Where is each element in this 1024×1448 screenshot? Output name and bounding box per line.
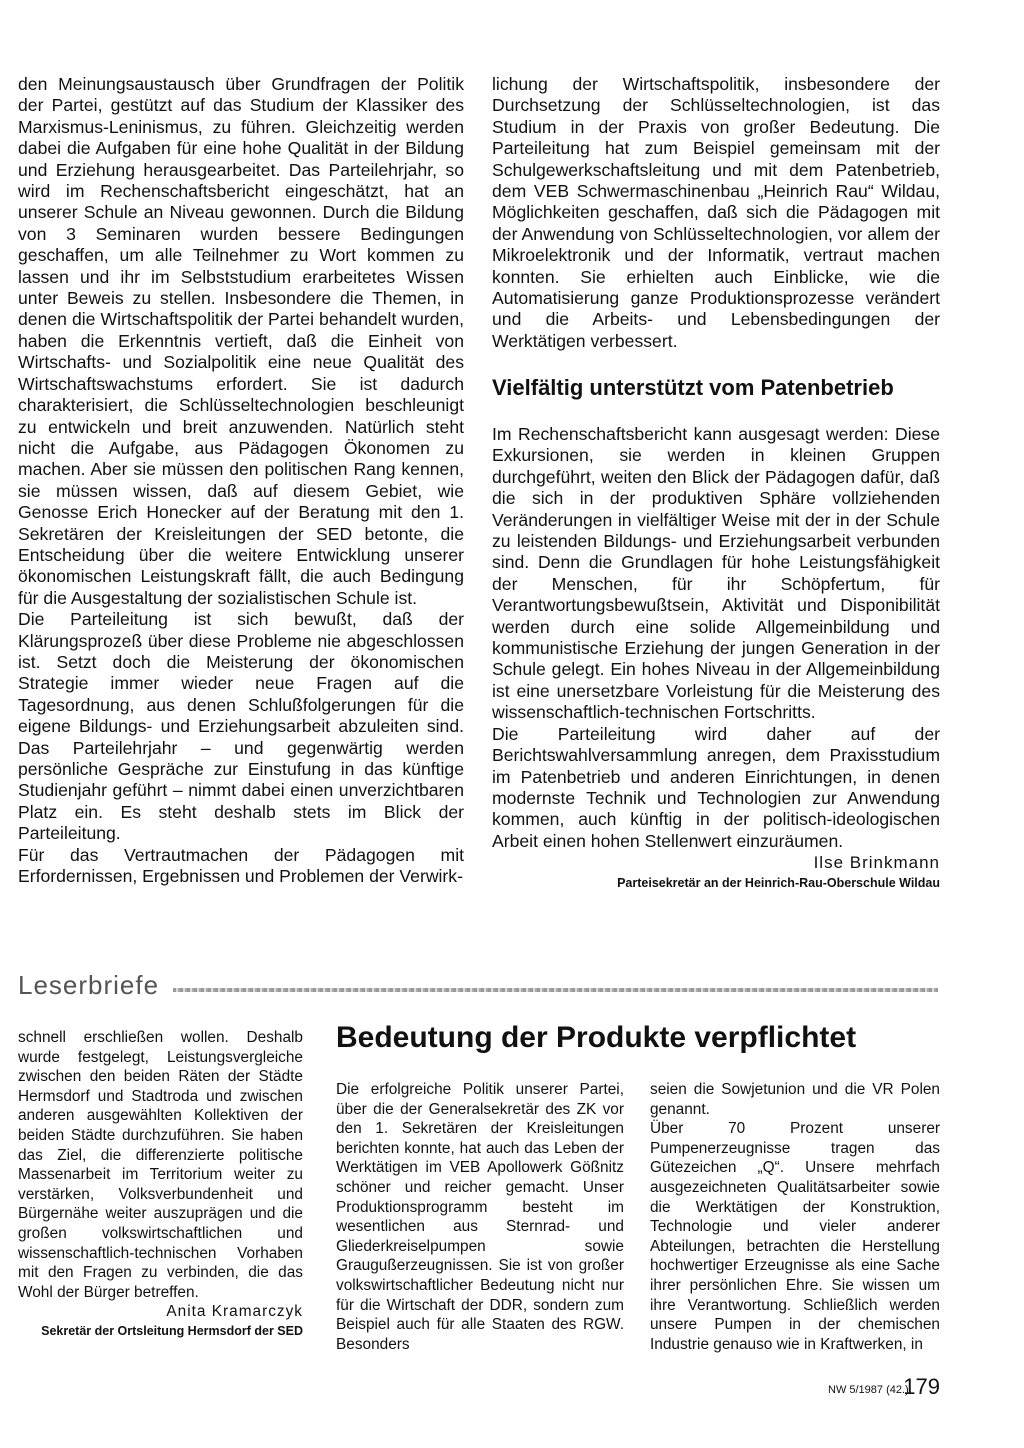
letter-column-1: [18, 1028, 303, 1342]
paragraph: schnell erschließen wollen. Deshalb wurde festgelegt, Leistungsvergleiche zwischen den beiden Räten der Städte Hermsdorf und Stadtroda und zwischen anderen ausgewählten Kollektiven der beiden Städte durchzuführen. Sie haben das Ziel, die differenzierte politische Massenarbeit im Territorium weiter zu verstärken, Volksverbundenheit und Bürgernähe weiter auszuprägen und die großen volkswirtschaftlichen und wissenschaftlich-technischen Vorhaben mit den Fragen zu verbinden, die das Wohl der Bürger betreffen.: [18, 1029, 303, 1301]
paragraph: lichung der Wirtschaftspolitik, insbesondere der Durchsetzung der Schlüsseltechnologien, ist das Studium in der Praxis von großer Bedeutung. Die Parteileitung hat zum Beispiel gemeinsam mit der Schulgewerkschaftsleitung und mit dem Patenbetrieb, dem VEB Schwermaschinenbau „Heinrich Rau“ Wildau, Möglichkeiten geschaffen, daß sich die Pädagogen mit der Anwendung von Schlüsseltechnologien, vor allem der Mikroelektronik und der Informatik, vertraut machen konnten. Sie erhielten auch Einblicke, wie die Automatisierung ganze Produktionsprozesse verändert und die Arbeits- und Lebensbedingungen der Werktätigen verbessert.: [492, 74, 940, 351]
issue-number: NW 5/1987 (42.): [828, 1384, 909, 1396]
section-label: Leserbriefe: [18, 970, 160, 1000]
article-right-column-bottom: [492, 424, 940, 892]
paragraph: Die Parteileitung ist sich bewußt, daß der Klärungsprozeß über diese Probleme nie abgeschlossen ist. Setzt doch die Meisterung der ökonomischen Strategie immer wieder neue Fragen auf die Tagesordnung, aus denen Schlußfolgerungen für die eigene Bildungs- und Erziehungsarbeit abzuleiten sind. Das Parteilehrjahr – und gegenwärtig werden persönliche Gespräche zur Einstufung in das künftige Studienjahr geführt – nimmt dabei einen unverzichtbaren Platz ein. Es steht deshalb stets im Blick der Parteileitung.: [18, 609, 464, 844]
letter-author-name: Anita Kramarczyk: [166, 1303, 303, 1321]
letter-column-3: [650, 1080, 940, 1354]
article-left-column: [18, 74, 464, 887]
letter-column-2: [336, 1080, 624, 1354]
letter-author-role: Sekretär der Ortsleitung Hermsdorf der SED: [41, 1323, 303, 1338]
letter-title: Bedeutung der Produkte verpflichtet: [336, 1021, 857, 1054]
paragraph: Die Parteileitung wird daher auf der Berichtswahlversammlung anregen, dem Praxisstudium im Patenbetrieb und anderen Einrichtungen, in denen modernste Technik und Technologien zur Anwendung kommen, auch künftig in der politisch-ideologischen Arbeit einen hohen Stellenwert einzuräumen.: [492, 723, 940, 851]
paragraph: den Meinungsaustausch über Grundfragen der Politik der Partei, gestützt auf das Studium der Klassiker des Marxismus-Leninismus, zu führen. Gleichzeitig werden dabei die Aufgaben für eine hohe Qualität in der Bildung und Erziehung herausgearbeitet. Das Parteilehrjahr, so wird im Rechenschaftsbericht eingeschätzt, hat an unserer Schule an Niveau gewonnen. Durch die Bildung von 3 Seminaren wurden bessere Bedingungen geschaffen, um alle Teilnehmer zu Wort kommen zu lassen und ihr im Selbststudium erarbeitetes Wissen unter Beweis zu stellen. Insbesondere die Themen, in denen die Wirtschaftspolitik der Partei behandelt wurden, haben die Erkenntnis vertieft, daß die Einheit von Wirtschafts- und Sozialpolitik eine neue Qualität des Wirtschaftswachstums erfordert. Sie ist dadurch charakterisiert, die Schlüsseltechnologien beschleunigt zu entwickeln und breit anzuwenden. Natürlich steht nicht die Aufgabe, aus Pädagogen Ökonomen zu machen. Aber sie müssen den politischen Rang kennen, sie müssen wissen, daß auf diesem Gebiet, wie Genosse Erich Honecker auf der Beratung mit den 1. Sekretären der Kreisleitungen der SED betonte, die Entscheidung über die weitere Entwicklung unserer ökonomischen Leistungskraft fällt, die auch Bedingung für die Ausgestaltung der sozialistischen Schule ist.: [18, 74, 464, 608]
paragraph: Die erfolgreiche Politik unserer Partei, über die der Generalsekretär des ZK vor den 1. Sekretären der Kreisleitungen berichten konnte, hat auch das Leben der Werktätigen im VEB Apollowerk Gößnitz schöner und reicher gemacht. Unser Produktionsprogramm besteht im wesentlichen aus Sternrad- und Gliederkreiselpumpen sowie Graugußerzeugnissen. Sie ist von großer volkswirtschaftlicher Bedeutung nicht nur für die Wirtschaft der DDR, sondern zum Beispiel auch für alle Staaten des RGW. Besonders: [336, 1081, 624, 1353]
author-name: Ilse Brinkmann: [813, 853, 940, 873]
section-heading: Vielfältig unterstützt vom Patenbetrieb: [492, 375, 894, 400]
author-role: Parteisekretär an der Heinrich-Rau-Oberschule Wildau: [617, 875, 940, 890]
paragraph: Über 70 Prozent unserer Pumpenerzeugnisse tragen das Gütezeichen „Q“. Unsere mehrfach ausgezeichneten Qualitätsarbeiter sowie die Werktätigen der Konstruktion, Technologie und vieler anderer Abteilungen, betrachten die Herstellung hochwertiger Erzeugnisse als eine Sache ihrer persönlichen Ehre. Sie wissen um ihre Verantwortung. Schließlich werden unsere Pumpen in der chemischen Industrie genauso wie in Kraftwerken, in: [650, 1120, 940, 1353]
paragraph: Im Rechenschaftsbericht kann ausgesagt werden: Diese Exkursionen, sie werden in kleinen Gruppen durchgeführt, weiten den Blick der Pädagogen dafür, daß die sich in der produktiven Sphäre vollziehenden Veränderungen in vielfältiger Weise mit der in der Schule zu leistenden Bildungs- und Erziehungsarbeit verbunden sind. Denn die Grundlagen für hohe Leistungsfähigkeit der Menschen, für ihr Schöpfertum, für Verantwortungsbewußtsein, Aktivität und Disponibilität werden durch eine solide Allgemeinbildung und kommunistische Erziehung der jungen Generation in der Schule gelegt. Ein hohes Niveau in der Allgemeinbildung ist eine unersetzbare Vorleistung für die Meisterung des wissenschaftlich-technischen Fortschritts.: [492, 424, 940, 723]
page-number: 179: [903, 1374, 940, 1399]
paragraph: Für das Vertrautmachen der Pädagogen mit Erfordernissen, Ergebnissen und Problemen der Verwirk-: [18, 844, 464, 887]
paragraph: seien die Sowjetunion und die VR Polen genannt.: [650, 1081, 940, 1118]
section-divider: [18, 970, 938, 1000]
page-footer: [828, 1372, 940, 1402]
article-right-column-top: [492, 74, 940, 352]
divider-rule: [173, 988, 938, 992]
